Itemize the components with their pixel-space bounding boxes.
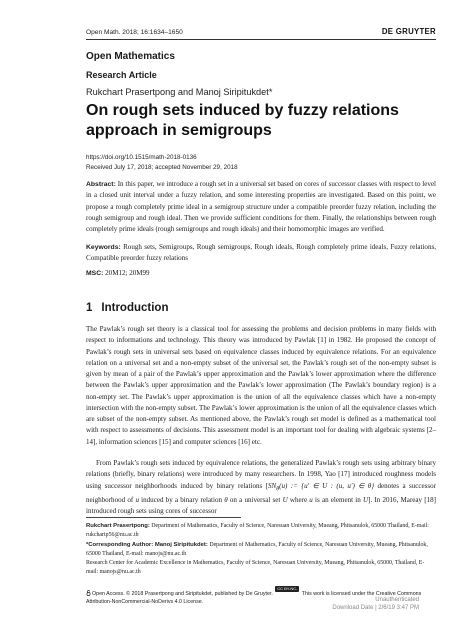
intro-p2-text-b: denotes a successor neighborhood of — [86, 481, 436, 505]
msc-text: 20M12; 20M99 — [105, 269, 150, 277]
received-dates: Received July 17, 2018; accepted November 29, 2018 — [86, 164, 238, 171]
footnote-author-1 — [86, 522, 436, 540]
intro-p2-text-f: is an element in — [312, 496, 363, 505]
math-sn-sub: θ — [276, 485, 280, 492]
footnote-1-text: Department of Mathematics, Faculty of Science, Naresuan University, Mueang, Phitsanulok, 65000 Thailand, E-mail: rukchartp56@nu.ac.th — [86, 523, 429, 538]
abstract-label: Abstract: — [86, 181, 116, 188]
keywords-label: Keywords: — [86, 244, 121, 251]
section-title: Introduction — [101, 302, 169, 314]
license-text-b: This work is licensed under the Creative Commons Attribution-NonCommercial-NoDerivs 4.0 License. — [86, 591, 422, 605]
paper-title: On rough sets induced by fuzzy relations approach in semigroups — [86, 102, 399, 139]
footnote-2-text: Department of Mathematics, Faculty of Science, Naresuan University, Mueang, Phitsanulok, 65000 Thailand, E-mail: manojs@nu.ac.th — [86, 542, 428, 557]
watermark-unauthenticated: Unauthenticated — [375, 597, 419, 603]
doi-link[interactable]: https://doi.org/10.1515/math-2018-0136 — [86, 154, 197, 161]
open-access-icon — [86, 590, 91, 596]
license-text-a: Open Access. © 2018 Prasertpong and Siripitukdet, published by De Gruyter. — [92, 591, 273, 597]
msc-label: MSC: — [86, 270, 104, 277]
math-u: u — [135, 496, 139, 505]
intro-p2-text-g: ]. In 2016, Mareay [18] introduced rough sets using cores of successor — [86, 496, 437, 516]
journal-name: Open Mathematics — [86, 51, 175, 62]
intro-paragraph-1: The Pawlak’s rough set theory is a classical tool for assessing the problems and decision problems in many fields with respect to informations and technology. This theory was introduced by Pawlak [1] in 1982. He proposed the concept of Pawlak’s rough sets in universal sets based on equivalence classes induced by equivalence relations. For an equivalence relation on a universal set and a non-empty subset of the universal set, the Pawlak’s rough set of the non-empty subset is given by mean of a pair of the Pawlak’s upper approximation and the Pawlak’s lower approximation where the difference between the Pawlak’s upper approximation and the Pawlak’s lower approximation (The Pawlak’s boundary region) is a non-empty set. The Pawlak’s upper approximation is the union of all the equivalence classes which have a non-empty intersection with the non-empty subset. The Pawlak’s lower approximation is the union of all the equivalence classes which are subset of the non-empty subset. As mentioned above, the Pawlak’s rough set model is defined as a mathematical tool with respect to assessments of decisions. This assessment model is an important tool for dealing with algebraic systems [2–14], information sciences [15] and computer sciences [16] etc. — [86, 325, 436, 446]
intro-p2-text-d: on a universal set — [227, 496, 283, 505]
publisher-logo: DE GRUYTER — [381, 27, 436, 36]
section-number: 1 — [86, 302, 93, 314]
footnote-divider — [86, 517, 241, 518]
abstract-text: In this paper, we introduce a rough set in a universal set based on cores of successor classes with respect to level in a closed unit interval under a fuzzy relation, and some interesting properties are investigated. Based on this point, we propose a rough completely prime ideal in a semigroup structure under a compatible preorder fuzzy relation, including the rough semigroup and rough ideal. Then we provide sufficient conditions for them. Finally, the relationships between rough completely prime ideals (rough semigroups and rough ideals) and their homomorphic images are verified. — [86, 180, 436, 233]
math-sn-def: (u) := {u′ ∈ U : (u, u′) ∈ θ} — [279, 481, 375, 490]
math-U-2: U — [363, 496, 369, 505]
intro-paragraph-2 — [86, 458, 436, 518]
abstract-section — [86, 179, 436, 235]
intro-p2-text-c: induced by a binary relation — [138, 496, 225, 505]
intro-p2-text-a: From Pawlak’s rough sets induced by equivalence relations, the generalized Pawlak’s rough sets using arbitrary binary relations (briefly, binary relations) were introduced by many researchers. In 1998, Yao [17] introduced roughness models using successor neighborhoods induced by binary relations [ — [86, 459, 436, 490]
author-list: Rukchart Prasertpong and Manoj Siripitukdet* — [86, 87, 273, 97]
footnote-2-label: *Corresponding Author: Manoj Siripitukdet: — [86, 542, 208, 548]
intro-p2-text-e: where — [287, 496, 310, 505]
keywords-text: Rough sets, Semigroups, Rough semigroups, Rough ideals, Rough completely prime ideals, Fuzzy relations, Compatible preorder fuzzy relations — [86, 243, 436, 263]
footnote-1-label: Rukchart Prasertpong: — [86, 523, 150, 529]
article-type: Research Article — [86, 70, 157, 80]
watermark-download-date: Download Date | 2/6/19 3:47 PM — [332, 605, 419, 611]
footnote-affiliation: Research Center for Academic Excellence in Mathematics, Faculty of Science, Naresuan University, Mueang, Phitsanulok, 65000, Thailand, E-mail: manojs@nu.ac.th — [86, 560, 425, 575]
section-heading-introduction — [86, 302, 168, 314]
math-U: U — [282, 496, 288, 505]
running-header-citation: Open Math. 2018; 16:1634–1650 — [86, 29, 183, 36]
cc-license-badge-icon[interactable]: CC BY-NC-ND — [277, 586, 298, 597]
msc-section — [86, 268, 436, 279]
footnote-author-2 — [86, 541, 436, 559]
header-divider — [86, 39, 436, 40]
math-u-2: u — [309, 496, 313, 505]
math-sn: SN — [268, 481, 277, 490]
math-theta: θ — [224, 496, 228, 505]
keywords-section — [86, 242, 436, 265]
